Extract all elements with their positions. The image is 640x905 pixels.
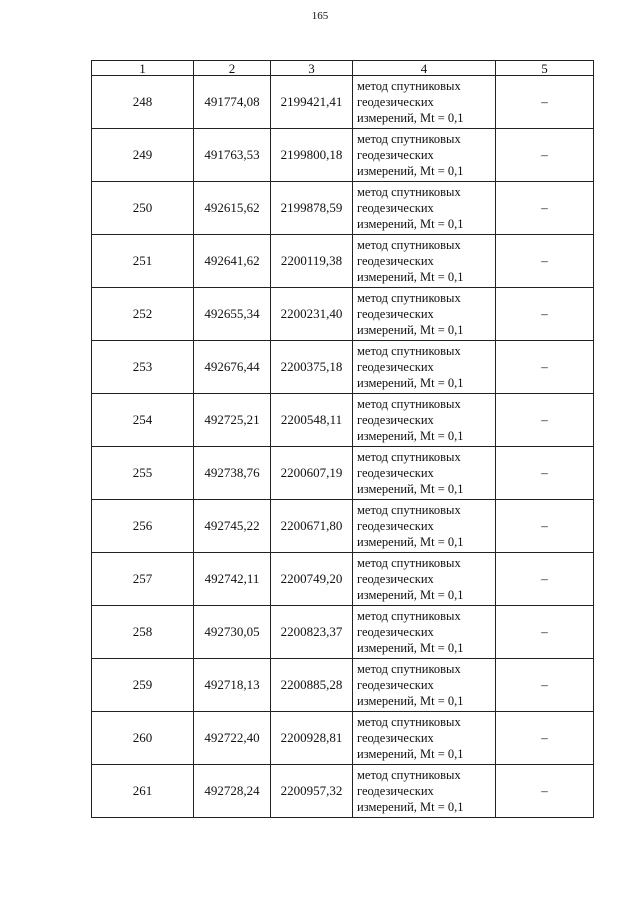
method-line: измерений, Mt = 0,1 [357,164,464,178]
point-number-cell: 260 [92,712,194,765]
table-row [92,76,594,129]
x-coordinate-cell: 492676,44 [194,341,271,394]
note-cell: – [496,606,594,659]
x-coordinate-cell: 492742,11 [194,553,271,606]
method-cell [353,129,496,182]
method-line: метод спутниковых [357,450,461,464]
point-number-cell: 255 [92,447,194,500]
method-line: метод спутниковых [357,238,461,252]
point-number-cell: 253 [92,341,194,394]
note-cell: – [496,394,594,447]
method-line: метод спутниковых [357,556,461,570]
page-number: 165 [311,10,329,22]
note-cell: – [496,182,594,235]
method-cell [353,712,496,765]
x-coordinate-cell: 492615,62 [194,182,271,235]
table-row [92,447,594,500]
point-number-cell: 257 [92,553,194,606]
y-coordinate-cell: 2200928,81 [271,712,353,765]
method-cell [353,606,496,659]
method-line: метод спутниковых [357,662,461,676]
note-cell: – [496,659,594,712]
method-line: измерений, Mt = 0,1 [357,588,464,602]
x-coordinate-cell: 492641,62 [194,235,271,288]
column-header-1: 1 [92,61,194,76]
method-line: измерений, Mt = 0,1 [357,747,464,761]
method-line: метод спутниковых [357,132,461,146]
table-row [92,765,594,818]
method-line: геодезических [357,519,434,533]
y-coordinate-cell: 2200375,18 [271,341,353,394]
header-row [92,61,594,76]
column-header-2: 2 [194,61,271,76]
method-line: геодезических [357,360,434,374]
method-line: метод спутниковых [357,291,461,305]
x-coordinate-cell: 492728,24 [194,765,271,818]
method-line: геодезических [357,678,434,692]
method-line: измерений, Mt = 0,1 [357,429,464,443]
x-coordinate-cell: 492718,13 [194,659,271,712]
y-coordinate-cell: 2200957,32 [271,765,353,818]
method-line: геодезических [357,95,434,109]
method-line: геодезических [357,148,434,162]
x-coordinate-cell: 491774,08 [194,76,271,129]
point-number-cell: 258 [92,606,194,659]
method-line: геодезических [357,784,434,798]
method-line: геодезических [357,201,434,215]
table-row [92,500,594,553]
point-number-cell: 259 [92,659,194,712]
method-line: измерений, Mt = 0,1 [357,641,464,655]
column-header-5: 5 [496,61,594,76]
note-cell: – [496,288,594,341]
table-row [92,606,594,659]
method-line: метод спутниковых [357,609,461,623]
table-row [92,182,594,235]
method-cell [353,341,496,394]
method-line: измерений, Mt = 0,1 [357,535,464,549]
note-cell: – [496,500,594,553]
method-cell [353,288,496,341]
method-line: метод спутниковых [357,185,461,199]
y-coordinate-cell: 2200548,11 [271,394,353,447]
method-line: измерений, Mt = 0,1 [357,111,464,125]
method-line: метод спутниковых [357,79,461,93]
method-cell [353,659,496,712]
table-row [92,235,594,288]
point-number-cell: 251 [92,235,194,288]
method-line: метод спутниковых [357,768,461,782]
coordinates-table [91,60,594,818]
x-coordinate-cell: 492738,76 [194,447,271,500]
method-line: геодезических [357,466,434,480]
method-line: геодезических [357,625,434,639]
method-cell [353,76,496,129]
method-line: метод спутниковых [357,397,461,411]
note-cell: – [496,235,594,288]
point-number-cell: 248 [92,76,194,129]
note-cell: – [496,765,594,818]
y-coordinate-cell: 2199878,59 [271,182,353,235]
method-cell [353,394,496,447]
point-number-cell: 252 [92,288,194,341]
note-cell: – [496,76,594,129]
y-coordinate-cell: 2200823,37 [271,606,353,659]
table-row [92,394,594,447]
y-coordinate-cell: 2199800,18 [271,129,353,182]
table-row [92,129,594,182]
method-line: геодезических [357,572,434,586]
x-coordinate-cell: 491763,53 [194,129,271,182]
method-cell [353,500,496,553]
note-cell: – [496,129,594,182]
x-coordinate-cell: 492730,05 [194,606,271,659]
point-number-cell: 254 [92,394,194,447]
method-line: метод спутниковых [357,715,461,729]
y-coordinate-cell: 2200885,28 [271,659,353,712]
x-coordinate-cell: 492655,34 [194,288,271,341]
note-cell: – [496,712,594,765]
point-number-cell: 256 [92,500,194,553]
y-coordinate-cell: 2200607,19 [271,447,353,500]
y-coordinate-cell: 2199421,41 [271,76,353,129]
method-line: метод спутниковых [357,344,461,358]
method-line: геодезических [357,731,434,745]
point-number-cell: 261 [92,765,194,818]
method-line: геодезических [357,413,434,427]
x-coordinate-cell: 492722,40 [194,712,271,765]
method-line: измерений, Mt = 0,1 [357,270,464,284]
table-row [92,288,594,341]
table-body [92,76,594,818]
method-cell [353,553,496,606]
y-coordinate-cell: 2200231,40 [271,288,353,341]
method-line: измерений, Mt = 0,1 [357,323,464,337]
column-header-4: 4 [353,61,496,76]
y-coordinate-cell: 2200749,20 [271,553,353,606]
method-line: геодезических [357,307,434,321]
method-line: измерений, Mt = 0,1 [357,694,464,708]
method-line: измерений, Mt = 0,1 [357,217,464,231]
point-number-cell: 249 [92,129,194,182]
method-line: измерений, Mt = 0,1 [357,800,464,814]
method-line: геодезических [357,254,434,268]
note-cell: – [496,341,594,394]
method-line: метод спутниковых [357,503,461,517]
table-row [92,341,594,394]
method-cell [353,447,496,500]
table-row [92,553,594,606]
x-coordinate-cell: 492725,21 [194,394,271,447]
method-cell [353,765,496,818]
column-header-3: 3 [271,61,353,76]
method-cell [353,235,496,288]
method-cell [353,182,496,235]
y-coordinate-cell: 2200119,38 [271,235,353,288]
note-cell: – [496,447,594,500]
table-row [92,659,594,712]
method-line: измерений, Mt = 0,1 [357,482,464,496]
y-coordinate-cell: 2200671,80 [271,500,353,553]
table-row [92,712,594,765]
point-number-cell: 250 [92,182,194,235]
note-cell: – [496,553,594,606]
x-coordinate-cell: 492745,22 [194,500,271,553]
method-line: измерений, Mt = 0,1 [357,376,464,390]
